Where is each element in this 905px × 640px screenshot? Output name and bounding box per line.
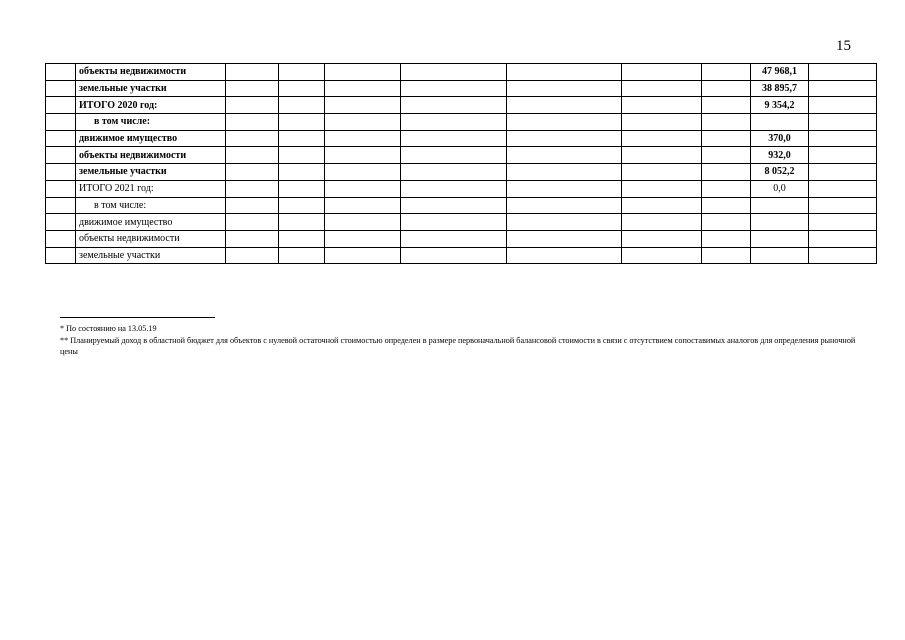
- empty-cell: [226, 114, 279, 131]
- row-label: движимое имущество: [76, 130, 226, 147]
- row-value: 0,0: [751, 180, 809, 197]
- empty-cell: [46, 97, 76, 114]
- empty-cell: [401, 247, 507, 264]
- empty-cell: [46, 80, 76, 97]
- row-label: земельные участки: [76, 164, 226, 181]
- row-value: [751, 247, 809, 264]
- empty-cell: [401, 164, 507, 181]
- row-label: движимое имущество: [76, 214, 226, 231]
- empty-cell: [401, 64, 507, 81]
- empty-cell: [226, 164, 279, 181]
- empty-cell: [622, 197, 702, 214]
- empty-cell: [507, 114, 622, 131]
- row-label: объекты недвижимости: [76, 64, 226, 81]
- table-row: [46, 80, 877, 97]
- empty-cell: [809, 164, 877, 181]
- empty-cell: [809, 214, 877, 231]
- property-income-table: [45, 63, 877, 264]
- table-row: [46, 97, 877, 114]
- empty-cell: [702, 247, 751, 264]
- empty-cell: [507, 180, 622, 197]
- empty-cell: [401, 230, 507, 247]
- row-value: [751, 114, 809, 131]
- empty-cell: [325, 247, 401, 264]
- empty-cell: [279, 114, 325, 131]
- empty-cell: [226, 80, 279, 97]
- empty-cell: [809, 130, 877, 147]
- empty-cell: [809, 180, 877, 197]
- row-value: 370,0: [751, 130, 809, 147]
- empty-cell: [401, 114, 507, 131]
- empty-cell: [622, 130, 702, 147]
- empty-cell: [809, 147, 877, 164]
- empty-cell: [279, 64, 325, 81]
- empty-cell: [325, 197, 401, 214]
- empty-cell: [809, 247, 877, 264]
- row-value: 932,0: [751, 147, 809, 164]
- empty-cell: [325, 214, 401, 231]
- empty-cell: [622, 214, 702, 231]
- row-label: в том числе:: [76, 197, 226, 214]
- empty-cell: [702, 114, 751, 131]
- empty-cell: [702, 164, 751, 181]
- empty-cell: [702, 147, 751, 164]
- table-row: [46, 197, 877, 214]
- empty-cell: [622, 64, 702, 81]
- empty-cell: [702, 180, 751, 197]
- empty-cell: [279, 214, 325, 231]
- empty-cell: [46, 197, 76, 214]
- empty-cell: [325, 147, 401, 164]
- row-label: объекты недвижимости: [76, 147, 226, 164]
- table-row: [46, 114, 877, 131]
- empty-cell: [507, 147, 622, 164]
- empty-cell: [279, 97, 325, 114]
- empty-cell: [401, 130, 507, 147]
- empty-cell: [622, 80, 702, 97]
- empty-cell: [46, 64, 76, 81]
- empty-cell: [507, 130, 622, 147]
- empty-cell: [622, 247, 702, 264]
- empty-cell: [279, 180, 325, 197]
- empty-cell: [226, 247, 279, 264]
- empty-cell: [279, 230, 325, 247]
- table-row: [46, 230, 877, 247]
- table-row: [46, 147, 877, 164]
- empty-cell: [702, 214, 751, 231]
- empty-cell: [702, 230, 751, 247]
- row-value: [751, 230, 809, 247]
- row-value: 47 968,1: [751, 64, 809, 81]
- empty-cell: [809, 97, 877, 114]
- empty-cell: [279, 80, 325, 97]
- empty-cell: [809, 114, 877, 131]
- empty-cell: [226, 230, 279, 247]
- empty-cell: [507, 97, 622, 114]
- empty-cell: [279, 247, 325, 264]
- table-row: [46, 247, 877, 264]
- empty-cell: [325, 130, 401, 147]
- empty-cell: [507, 64, 622, 81]
- empty-cell: [325, 164, 401, 181]
- empty-cell: [401, 180, 507, 197]
- empty-cell: [702, 64, 751, 81]
- empty-cell: [702, 97, 751, 114]
- empty-cell: [325, 230, 401, 247]
- empty-cell: [325, 180, 401, 197]
- empty-cell: [809, 230, 877, 247]
- empty-cell: [226, 197, 279, 214]
- table-row: [46, 130, 877, 147]
- empty-cell: [46, 214, 76, 231]
- empty-cell: [622, 180, 702, 197]
- empty-cell: [226, 214, 279, 231]
- empty-cell: [325, 80, 401, 97]
- footnote-separator: [60, 317, 215, 318]
- row-label: в том числе:: [76, 114, 226, 131]
- empty-cell: [46, 230, 76, 247]
- empty-cell: [702, 80, 751, 97]
- footnote-income-note: ** Планируемый доход в областной бюджет для объектов с нулевой остаточной стоимостью определен в размере первоначальной балансовой стоимости в связи с отсутствием сопоставимых аналогов для определения рыночной цены: [60, 335, 856, 356]
- empty-cell: [507, 214, 622, 231]
- empty-cell: [46, 164, 76, 181]
- footnote-date: * По состоянию на 13.05.19: [60, 324, 157, 333]
- empty-cell: [702, 197, 751, 214]
- empty-cell: [226, 180, 279, 197]
- empty-cell: [46, 130, 76, 147]
- row-value: [751, 197, 809, 214]
- empty-cell: [507, 230, 622, 247]
- row-label: объекты недвижимости: [76, 230, 226, 247]
- row-value: [751, 214, 809, 231]
- empty-cell: [226, 130, 279, 147]
- empty-cell: [622, 97, 702, 114]
- empty-cell: [622, 164, 702, 181]
- table-row: [46, 64, 877, 81]
- empty-cell: [622, 114, 702, 131]
- row-value: 38 895,7: [751, 80, 809, 97]
- empty-cell: [507, 197, 622, 214]
- empty-cell: [279, 197, 325, 214]
- empty-cell: [809, 64, 877, 81]
- row-label: ИТОГО 2020 год:: [76, 97, 226, 114]
- row-label: земельные участки: [76, 247, 226, 264]
- empty-cell: [46, 147, 76, 164]
- empty-cell: [325, 114, 401, 131]
- empty-cell: [46, 180, 76, 197]
- table-row: [46, 214, 877, 231]
- page-number: 15: [836, 38, 851, 54]
- empty-cell: [622, 230, 702, 247]
- footnotes: [60, 323, 860, 358]
- empty-cell: [507, 80, 622, 97]
- row-label: ИТОГО 2021 год:: [76, 180, 226, 197]
- empty-cell: [809, 197, 877, 214]
- empty-cell: [226, 97, 279, 114]
- empty-cell: [279, 147, 325, 164]
- empty-cell: [279, 164, 325, 181]
- empty-cell: [279, 130, 325, 147]
- empty-cell: [226, 64, 279, 81]
- empty-cell: [46, 247, 76, 264]
- row-value: 9 354,2: [751, 97, 809, 114]
- empty-cell: [401, 97, 507, 114]
- table-body: [46, 64, 877, 264]
- empty-cell: [507, 247, 622, 264]
- empty-cell: [702, 130, 751, 147]
- table-row: [46, 180, 877, 197]
- empty-cell: [401, 214, 507, 231]
- table-row: [46, 164, 877, 181]
- empty-cell: [401, 197, 507, 214]
- empty-cell: [46, 114, 76, 131]
- row-value: 8 052,2: [751, 164, 809, 181]
- empty-cell: [401, 147, 507, 164]
- empty-cell: [325, 64, 401, 81]
- empty-cell: [622, 147, 702, 164]
- row-label: земельные участки: [76, 80, 226, 97]
- empty-cell: [401, 80, 507, 97]
- empty-cell: [226, 147, 279, 164]
- empty-cell: [507, 164, 622, 181]
- empty-cell: [325, 97, 401, 114]
- empty-cell: [809, 80, 877, 97]
